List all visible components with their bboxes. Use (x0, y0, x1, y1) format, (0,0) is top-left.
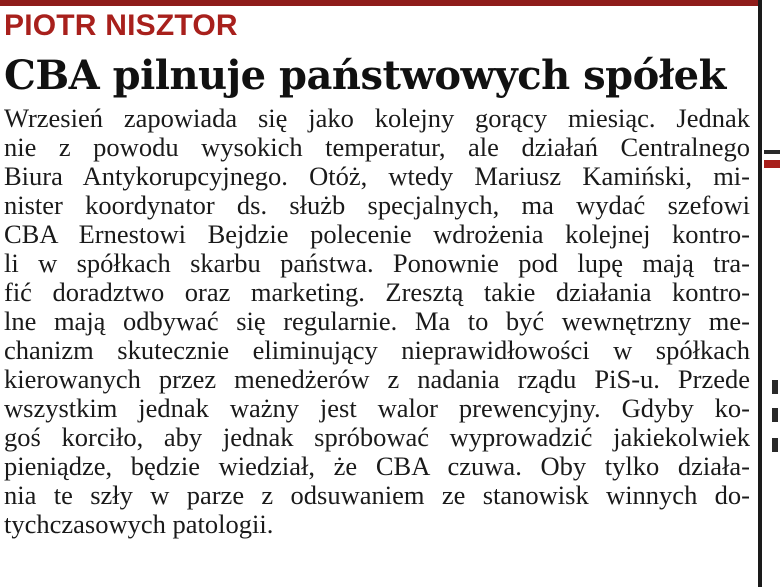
body-line: Wrzesień zapowiada się jako kolejny gorący miesiąc. Jednak (4, 103, 750, 133)
body-line: nie z powodu wysokich temperatur, ale działań Centralnego (4, 132, 750, 162)
body-line: kierowanych przez menedżerów z nadania rządu PiS-u. Przede (4, 364, 750, 394)
author-byline: PIOTR NISZTOR (4, 9, 238, 42)
body-line: li w spółkach skarbu państwa. Ponownie pod lupę mają tra- (4, 248, 750, 278)
body-line: nia te szły w parze z odsuwaniem ze stanowisk winnych do- (4, 480, 750, 510)
adjacent-red-mark (764, 160, 780, 168)
body-line: CBA Ernestowi Bejdzie polecenie wdrożenia kolejnej kontro- (4, 219, 750, 249)
body-line: goś korciło, aby jednak spróbować wyprowadzić jakiekolwiek (4, 422, 750, 452)
adjacent-dark-mark (764, 150, 780, 154)
adjacent-column-edge (762, 0, 780, 587)
adjacent-text-fragment (772, 438, 778, 452)
adjacent-text-fragment (772, 408, 778, 422)
adjacent-text-fragment (772, 380, 778, 394)
article (4, 6, 750, 539)
body-line: chanizm skutecznie eliminujący nieprawidłowości w spółkach (4, 335, 750, 365)
body-line: wszystkim jednak ważny jest walor prewencyjny. Gdyby ko- (4, 393, 750, 423)
headline: CBA pilnuje państwowych spółek (4, 52, 726, 99)
body-line: lne mają odbywać się regularnie. Ma to być wewnętrzny me- (4, 306, 750, 336)
article-body (4, 104, 750, 539)
body-line-last: tychczasowych patologii. (4, 509, 274, 539)
body-line: pieniądze, będzie wiedział, że CBA czuwa. Oby tylko działa- (4, 451, 750, 481)
body-line: Biura Antykorupcyjnego. Otóż, wtedy Mariusz Kamiński, mi- (4, 161, 750, 191)
body-line: nister koordynator ds. służb specjalnych, ma wydać szefowi (4, 190, 750, 220)
body-line: fić doradztwo oraz marketing. Zresztą takie działania kontro- (4, 277, 750, 307)
